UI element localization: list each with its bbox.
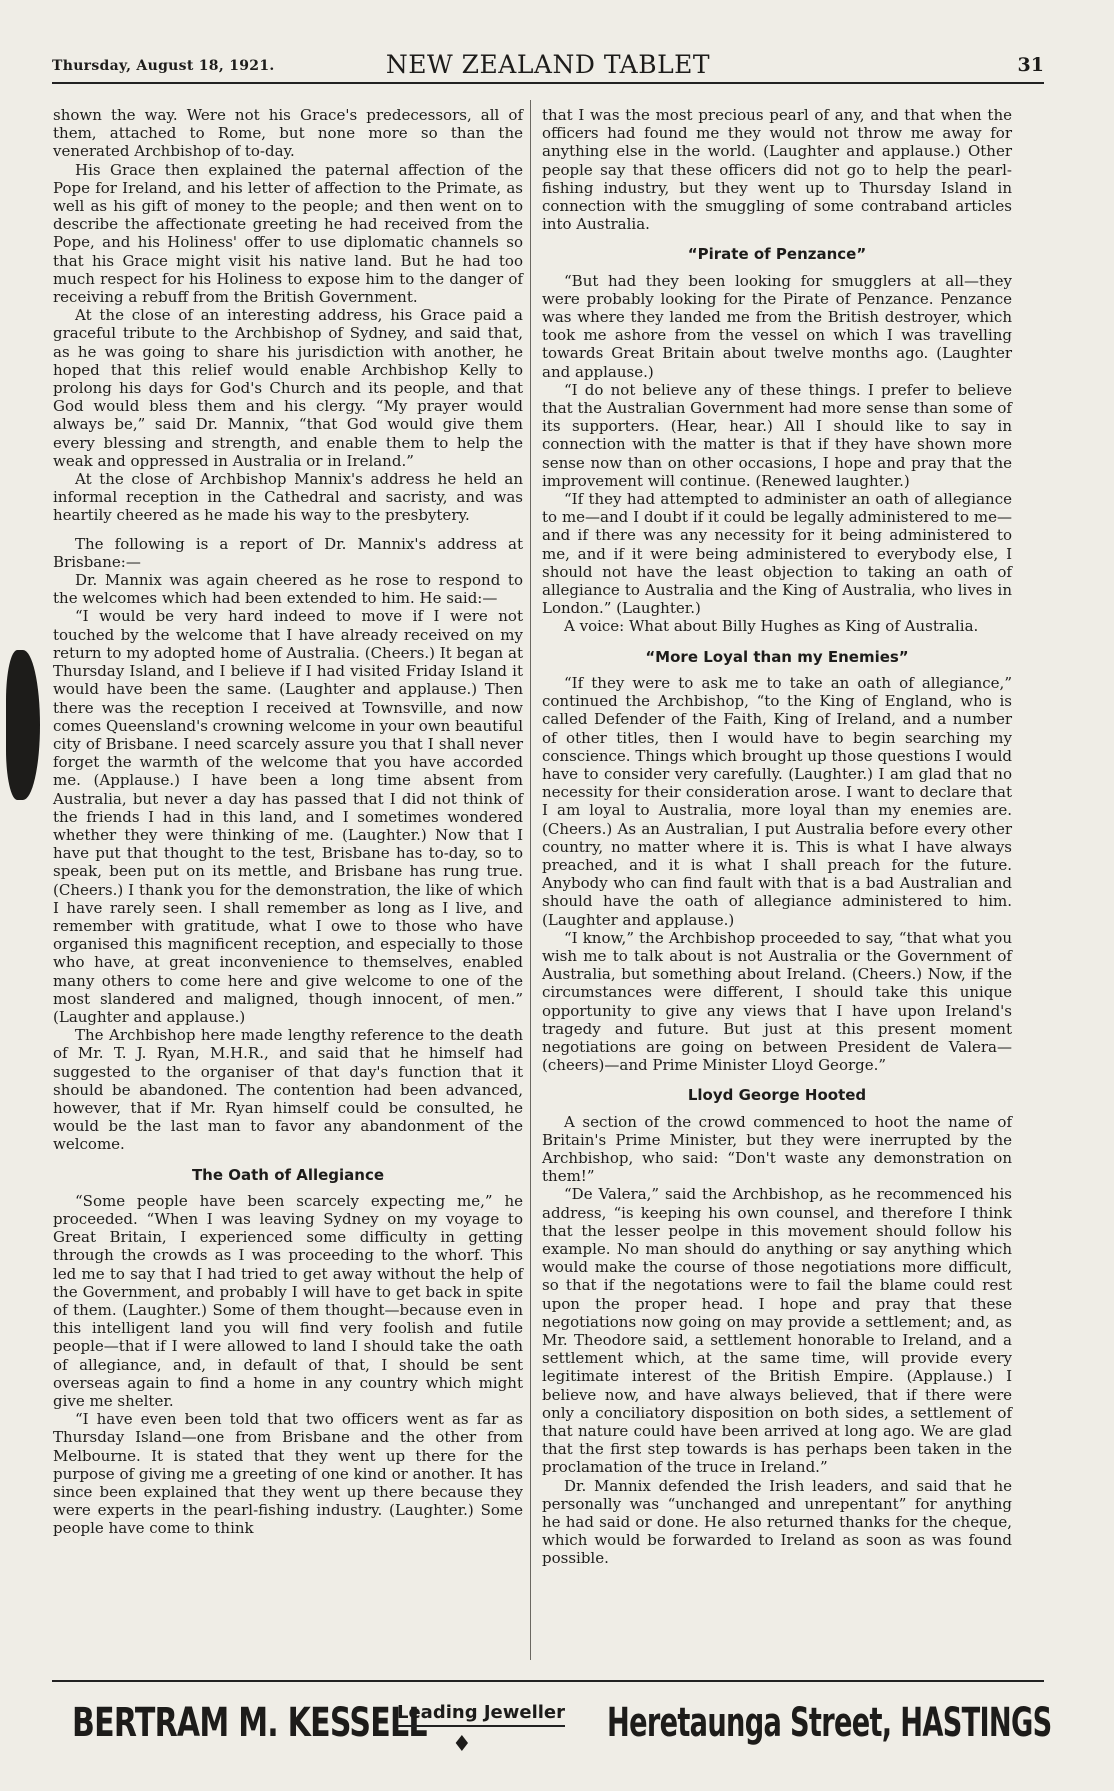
paragraph: “I would be very hard indeed to move if I were not touched by the welcome that I have already received on my return to my adopted home of Australia. (Cheers.) It began at Thursday Island, and I believe if I had visited Friday Island it would have been the same. (Laughter and applause.) Then there was the reception I received at Townsville, and now comes Queensland's crowning welcome in your own beautiful city of Brisbane. I need scarcely assure you that I shall never forget the warmth of the welcome that you have accorded me. (Applause.) I have been a long time absent from Australia, but never a day has passed that I did not think of the friends I had in this land, and I sometimes wondered whether they were thinking of me. (Laughter.) Now that I have put that thought to the test, Brisbane has to-day, so to speak, been put on its mettle, and Brisbane has rung true. (Cheers.) I thank you for the demonstration, the like of which I have rarely seen. I shall remember as long as I live, and remember with gratitude, what I owe to those who have organised this magnificent reception, and especially to those who have, at great inconvenience to themselves, enabled many others to come here and give welcome to one of the most slandered and maligned, though innocent, of men.” (Laughter and applause.)	[53, 607, 523, 1026]
paragraph: “But had they been looking for smugglers at all—they were probably looking for the Pirate of Penzance. Penzance was where they landed me from the British destroyer, which took me ashore from the vessel on which I was travelling towards Great Britain about twelve months ago. (Laughter and applause.)	[542, 271, 1012, 381]
paragraph: The following is a report of Dr. Mannix's address at Brisbane:—	[53, 534, 523, 571]
section-heading: “Pirate of Penzance”	[687, 245, 867, 264]
section-heading: The Oath of Allegiance	[191, 1165, 385, 1184]
paragraph: “If they had attempted to administer an oath of allegiance to me—and I doubt if it could be legally administered to me—and if there was any necessity for it being administered to me, and if it were being administered to everybody else, I should not have the least objection to taking an oath of allegiance to Australia and the King of Australia, who lives in London.” (Laughter.)	[542, 490, 1012, 618]
paragraph: A section of the crowd commenced to hoot the name of Britain's Prime Minister, but they were inerrupted by the Archbishop, who said: “Don't waste any demonstration on them!”	[542, 1112, 1012, 1186]
paragraph: Dr. Mannix defended the Irish leaders, and said that he personally was “unchanged and unrepentant” for anything he had said or done. He also returned thanks for the cheque, which would be forwarded to Ireland as soon as was found possible.	[542, 1476, 1012, 1568]
section-heading: Lloyd George Hooted	[687, 1086, 867, 1105]
paragraph: A voice: What about Billy Hughes as King of Australia.	[564, 617, 979, 636]
masthead-title: NEW ZEALAND TABLET	[385, 50, 711, 79]
advertiser-address: Heretaunga Street, HASTINGS	[607, 1700, 1052, 1746]
page-number: 31	[1017, 54, 1044, 76]
paragraph: “Some people have been scarcely expecting me,” he proceeded. “When I was leaving Sydney on my voyage to Great Britain, I experienced some difficulty in getting through the crowds as I was proceeding to the whorf. This led me to say that I had tried to get away without the help of the Government, and probably I will have to get back in spite of them. (Laughter.) Some of them thought—because even in this intelligent land you will find very foolish and futile people—that if I were allowed to land I should take the oath of allegiance, and, in default of that, I should be sent overseas again to find a home in any country which might give me shelter.	[53, 1191, 523, 1411]
jewel-icon: ♦	[452, 1732, 472, 1757]
paragraph: “I do not believe any of these things. I prefer to believe that the Australian Government had more sense than some of its supporters. (Hear, hear.) All I should like to say in connection with the matter is that if they have shown more sense now than on other occasions, I hope and pray that the improvement will continue. (Renewed laughter.)	[542, 380, 1012, 490]
paragraph: that I was the most precious pearl of any, and that when the officers had found me they would not throw me away for anything else in the world. (Laughter and applause.) Other people say that these officers did not go to help the pearl-fishing industry, but they went up to Thursday Island in connection with the smuggling of some contraband articles into Australia.	[542, 106, 1012, 234]
paragraph: At the close of an interesting address, his Grace paid a graceful tribute to the Archbishop of Sydney, and said that, as he was going to share his jurisdiction with another, he hoped that this relief would enable Archbishop Kelly to prolong his days for God's Church and its people, and that God would bless them and his clergy. “My prayer would always be,” said Dr. Mannix, “that God would give them every blessing and strength, and enable them to help the weak and oppressed in Australia or in Ireland.”	[53, 306, 523, 470]
right-column	[542, 106, 1012, 1568]
paragraph: shown the way. Were not his Grace's predecessors, all of them, attached to Rome, but none more so than the venerated Archbishop of to-day.	[53, 106, 523, 161]
paragraph: His Grace then explained the paternal affection of the Pope for Ireland, and his letter of affection to the Primate, as well as his gift of money to the people; and then went on to describe the affectionate greeting he had received from the Pope, and his Holiness' offer to use diplomatic channels so that his Grace might visit his native land. But he had too much respect for his Holiness to expose him to the danger of receiving a rebuff from the British Government.	[53, 160, 523, 307]
paragraph: “If they were to ask me to take an oath of allegiance,” continued the Archbishop, “to the King of England, who is called Defender of the Faith, King of Ireland, and a number of other titles, then I would have to begin searching my conscience. Things which brought up those questions I would have to consider very carefully. (Laughter.) I am glad that no necessity for their consideration arose. I want to declare that I am loyal to Australia, more loyal than my enemies are. (Cheers.) As an Australian, I put Australia before every other country, no matter where it is. This is what I have always preached, and it is what I shall preach for the future. Anybody who can find fault with that is a bad Australian and should have the oath of allegiance administered to him. (Laughter and applause.)	[542, 673, 1012, 929]
paragraph: “I have even been told that two officers went as far as Thursday Island—one from Brisbane and the other from Melbourne. It is stated that they went up there for the purpose of giving me a greeting of one kind or another. It has since been explained that they went up there because they were experts in the pearl-fishing industry. (Laughter.) Some people have come to think	[53, 1410, 523, 1538]
paragraph: “De Valera,” said the Archbishop, as he recommenced his address, “is keeping his own counsel, and therefore I think that the lesser peolpe in this movement should follow his example. No man should do anything or say anything which would make the course of those negotiations more difficult, so that if the negotations were to fail the blame could rest upon the proper head. I hope and pray that these negotiations now going on may provide a settlement; and, as Mr. Theodore said, a settlement honorable to Ireland, and a settlement which, at the same time, will provide every legitimate interest of the British Empire. (Applause.) I believe now, and have always believed, that if there were only a conciliatory disposition on both sides, a settlement of that nature could have been arrived at long ago. We are glad that the first step towards is has perhaps been taken in the proclamation of the truce in Ireland.”	[542, 1185, 1012, 1477]
page-header	[52, 48, 1044, 84]
column-divider	[530, 100, 531, 1660]
advertiser-name: BERTRAM M. KESSELL	[72, 1700, 427, 1746]
paragraph: “I know,” the Archbishop proceeded to say, “that what you wish me to talk about is not Australia or the Government of Australia, but something about Ireland. (Cheers.) Now, if the circumstances were different, I should take this unique opportunity to give any views that I have upon Ireland's tragedy and future. But just at this present moment negotiations are going on between President de Valera—(cheers)—and Prime Minister Lloyd George.”	[542, 928, 1012, 1075]
paragraph: The Archbishop here made lengthy reference to the death of Mr. T. J. Ryan, M.H.R., and said that he himself had suggested to the organiser of that day's function that it should be abandoned. The contention had been advanced, however, that if Mr. Ryan himself could be consulted, he would be the last man to favor any abandonment of the welcome.	[53, 1026, 523, 1154]
torn-edge-shadow	[6, 650, 40, 800]
section-heading: “More Loyal than my Enemies”	[645, 647, 909, 666]
footer-rule	[52, 1680, 1044, 1682]
paragraph: Dr. Mannix was again cheered as he rose to respond to the welcomes which had been extended to him. He said:—	[53, 571, 523, 608]
advertisement-banner	[52, 1694, 1054, 1764]
paragraph: At the close of Archbishop Mannix's address he held an informal reception in the Cathedral and sacristy, and was heartily cheered as he made his way to the presbytery.	[53, 470, 523, 525]
advertiser-tagline: Leading Jeweller	[397, 1702, 565, 1727]
left-column	[53, 106, 523, 1538]
issue-date: Thursday, August 18, 1921.	[52, 58, 275, 74]
